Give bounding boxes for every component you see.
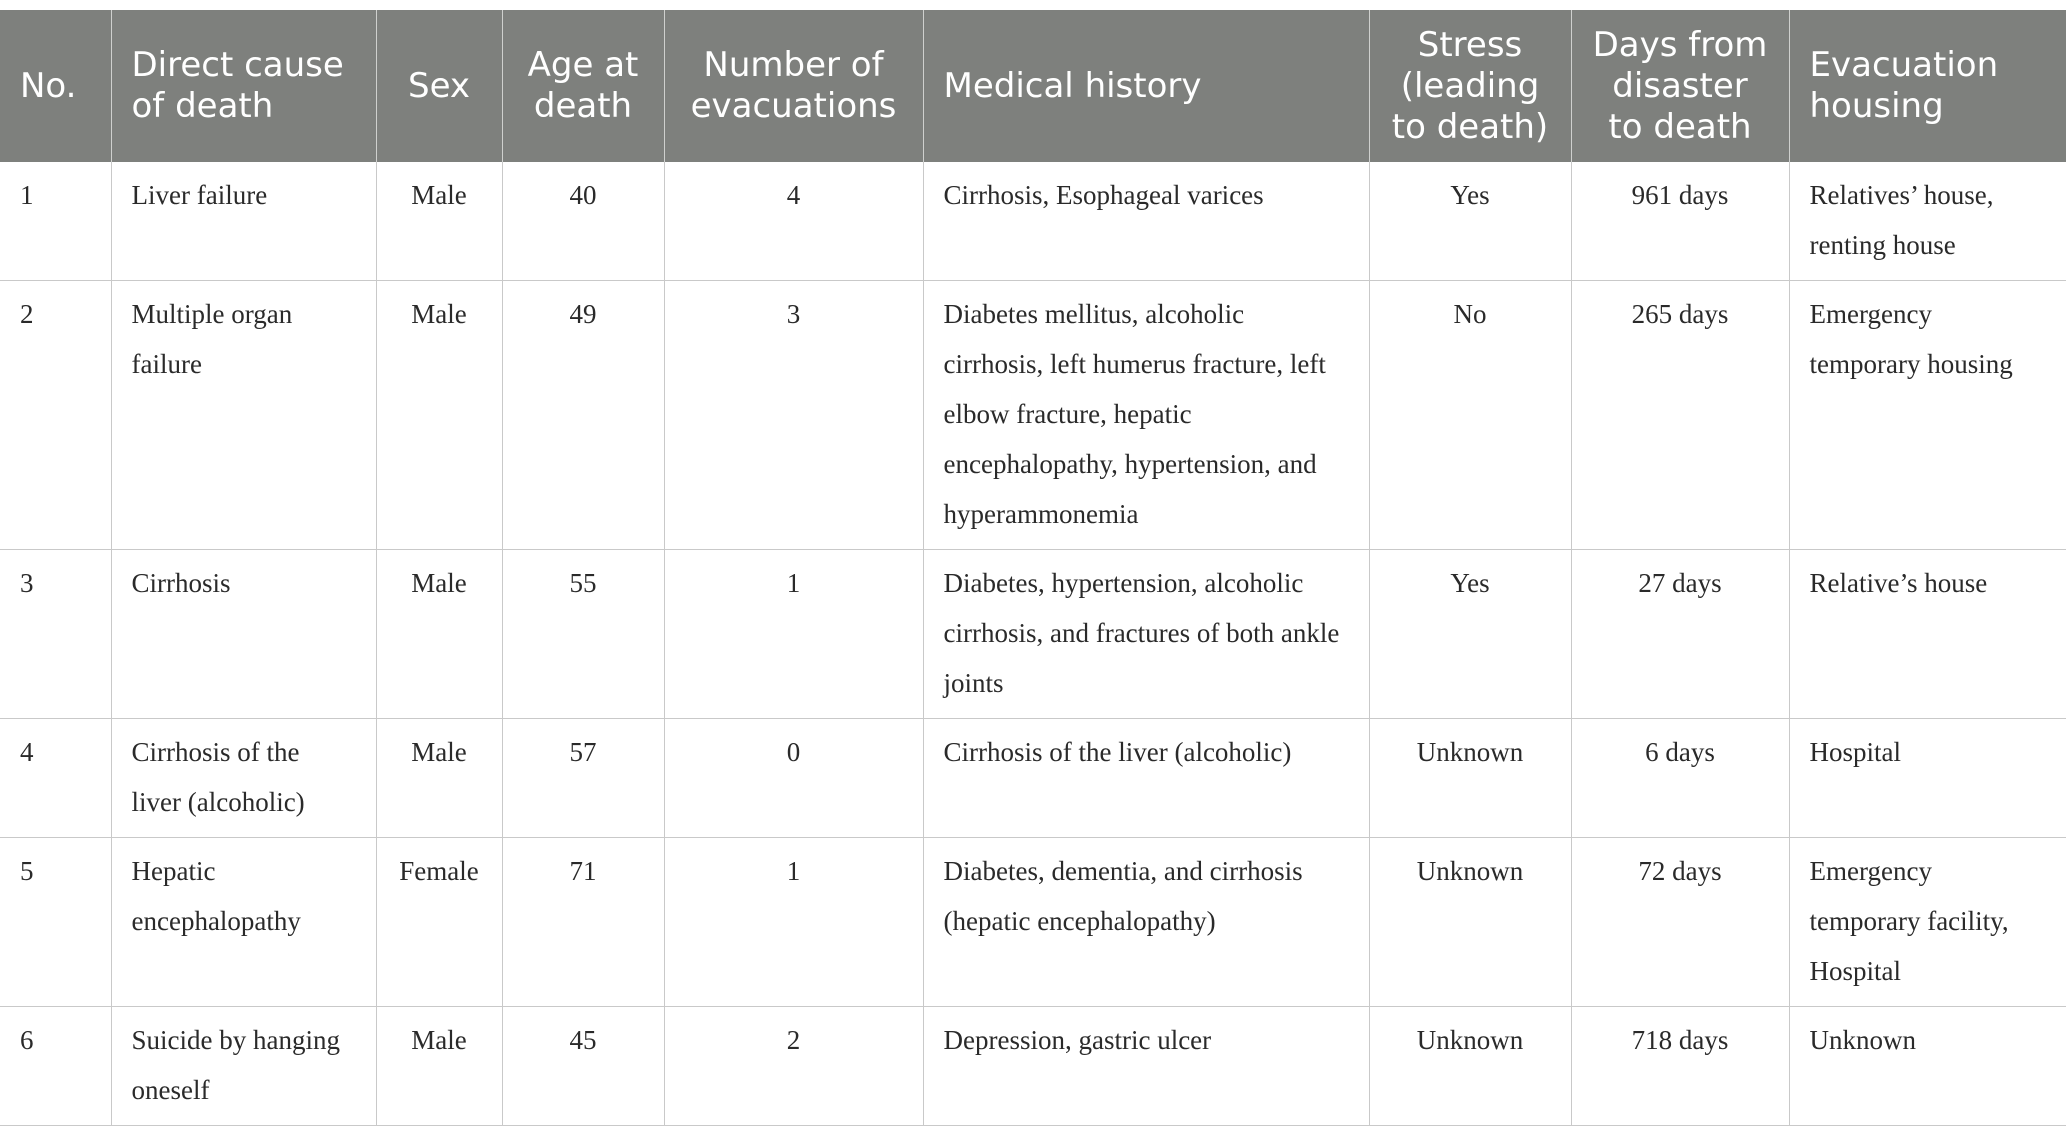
cell-stress: Unknown: [1369, 719, 1571, 838]
table-row: [0, 550, 2066, 719]
cell-evacuations: 0: [664, 719, 923, 838]
header-evacuations: Number of evacuations: [664, 10, 923, 162]
cell-stress: Yes: [1369, 550, 1571, 719]
cell-no: 4: [0, 719, 111, 838]
cell-sex: Female: [376, 838, 502, 1007]
cell-days: 718 days: [1571, 1007, 1789, 1126]
header-cause: Direct cause of death: [111, 10, 376, 162]
cell-housing: Emergency temporary housing: [1789, 281, 2066, 550]
cell-evacuations: 2: [664, 1007, 923, 1126]
table-row: [0, 1007, 2066, 1126]
cell-evacuations: 1: [664, 838, 923, 1007]
cell-cause: Liver failure: [111, 162, 376, 281]
cell-evacuations: 1: [664, 550, 923, 719]
cell-evacuations: 3: [664, 281, 923, 550]
table-header-row: [0, 10, 2066, 162]
cell-housing: Relative’s house: [1789, 550, 2066, 719]
data-table-container: [0, 10, 2066, 1126]
cell-sex: Male: [376, 162, 502, 281]
header-no: No.: [0, 10, 111, 162]
cell-housing: Emergency temporary facility, Hospital: [1789, 838, 2066, 1007]
cell-no: 2: [0, 281, 111, 550]
cell-sex: Male: [376, 719, 502, 838]
table-row: [0, 719, 2066, 838]
cell-days: 265 days: [1571, 281, 1789, 550]
table-row: [0, 838, 2066, 1007]
cell-sex: Male: [376, 281, 502, 550]
cell-days: 961 days: [1571, 162, 1789, 281]
header-days: Days from disaster to death: [1571, 10, 1789, 162]
cell-cause: Cirrhosis of the liver (alcoholic): [111, 719, 376, 838]
cell-cause: Multiple organ failure: [111, 281, 376, 550]
cell-no: 5: [0, 838, 111, 1007]
cell-no: 1: [0, 162, 111, 281]
cell-history: Diabetes, hypertension, alcoholic cirrhosis, and fractures of both ankle joints: [923, 550, 1369, 719]
cell-cause: Suicide by hanging oneself: [111, 1007, 376, 1126]
header-history: Medical history: [923, 10, 1369, 162]
header-housing: Evacuation housing: [1789, 10, 2066, 162]
cell-stress: Yes: [1369, 162, 1571, 281]
data-table: [0, 10, 2066, 1126]
cell-housing: Relatives’ house, renting house: [1789, 162, 2066, 281]
cell-stress: Unknown: [1369, 1007, 1571, 1126]
cell-history: Cirrhosis, Esophageal varices: [923, 162, 1369, 281]
cell-housing: Unknown: [1789, 1007, 2066, 1126]
cell-stress: Unknown: [1369, 838, 1571, 1007]
cell-age: 71: [502, 838, 664, 1007]
cell-days: 72 days: [1571, 838, 1789, 1007]
header-stress: Stress (leading to death): [1369, 10, 1571, 162]
cell-history: Cirrhosis of the liver (alcoholic): [923, 719, 1369, 838]
header-age: Age at death: [502, 10, 664, 162]
cell-age: 40: [502, 162, 664, 281]
cell-stress: No: [1369, 281, 1571, 550]
header-sex: Sex: [376, 10, 502, 162]
cell-evacuations: 4: [664, 162, 923, 281]
cell-history: Diabetes, dementia, and cirrhosis (hepatic encephalopathy): [923, 838, 1369, 1007]
cell-history: Diabetes mellitus, alcoholic cirrhosis, left humerus fracture, left elbow fracture, hepatic encephalopathy, hypertension, and hyperammonemia: [923, 281, 1369, 550]
cell-sex: Male: [376, 1007, 502, 1126]
cell-cause: Hepatic encephalopathy: [111, 838, 376, 1007]
cell-age: 49: [502, 281, 664, 550]
cell-sex: Male: [376, 550, 502, 719]
cell-housing: Hospital: [1789, 719, 2066, 838]
table-row: [0, 281, 2066, 550]
cell-no: 6: [0, 1007, 111, 1126]
cell-age: 57: [502, 719, 664, 838]
cell-age: 45: [502, 1007, 664, 1126]
cell-history: Depression, gastric ulcer: [923, 1007, 1369, 1126]
cell-days: 6 days: [1571, 719, 1789, 838]
cell-days: 27 days: [1571, 550, 1789, 719]
cell-cause: Cirrhosis: [111, 550, 376, 719]
cell-no: 3: [0, 550, 111, 719]
table-row: [0, 162, 2066, 281]
cell-age: 55: [502, 550, 664, 719]
